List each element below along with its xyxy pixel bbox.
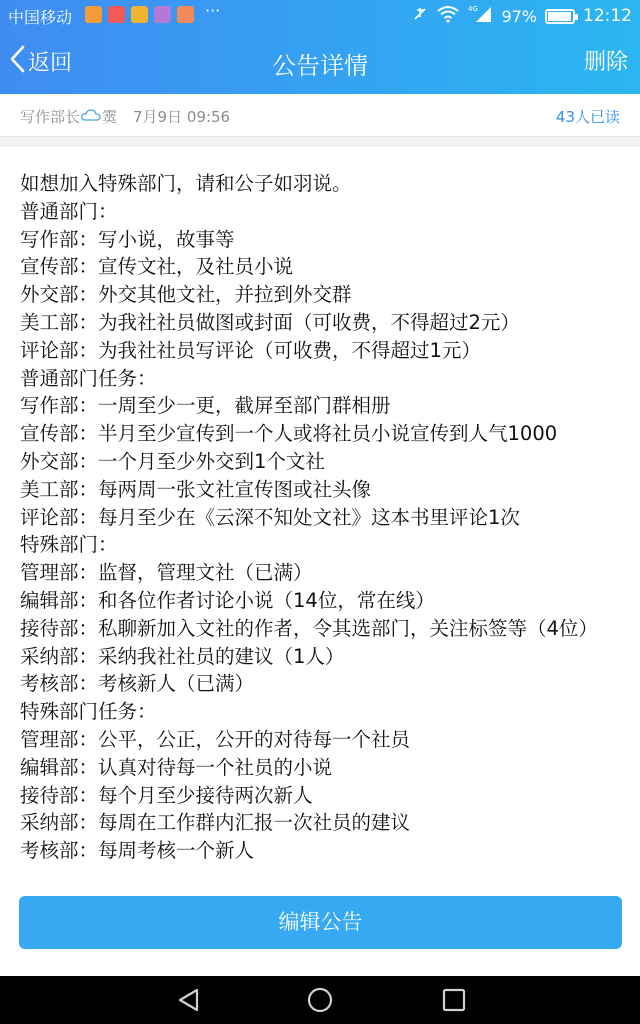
nav-bar	[0, 30, 640, 94]
announcement-line: 宣传部：半月至少宣传到一个人或将社员小说宣传到人气1000	[20, 422, 558, 446]
announcement-line: 美工部：每两周一张文社宣传图或社头像	[20, 477, 372, 501]
edit-announcement-button[interactable]: 编辑公告	[19, 896, 622, 949]
app-notif-icon-5	[177, 6, 194, 23]
post-time: 7月9日 09:56	[133, 108, 231, 126]
app-notif-icon-3	[131, 6, 148, 23]
app-notif-icon-4	[154, 6, 171, 23]
top-app-bar	[0, 0, 640, 94]
app-notif-icon-2	[108, 6, 125, 23]
mute-icon	[411, 5, 429, 27]
author	[20, 106, 117, 127]
read-count[interactable]: 43人已读	[555, 108, 620, 126]
recents-square-icon[interactable]	[440, 986, 468, 1014]
cellular-signal-icon	[467, 4, 493, 28]
clock: 12:12	[583, 6, 632, 26]
author-suffix: 霙	[102, 108, 118, 126]
announcement-line: 特殊部门：	[20, 533, 118, 557]
announcement-line: 接待部：每个月至少接待两次新人	[20, 783, 313, 807]
announcement-line: 美工部：为我社社员做图或封面（可收费，不得超过2元）	[20, 310, 520, 334]
announcement-line: 管理部：监督，管理文社（已满）	[20, 561, 313, 585]
announcement-line: 采纳部：采纳我社社员的建议（1人）	[20, 644, 345, 668]
back-label: 返回	[28, 50, 73, 76]
back-button[interactable]	[8, 44, 72, 78]
chevron-left-icon	[8, 44, 26, 78]
carrier-name: 中国移动	[8, 8, 73, 27]
announcement-line: 编辑部：认真对待每一个社员的小说	[20, 755, 333, 779]
announcement-line: 特殊部门任务：	[20, 700, 157, 724]
page-title: 公告详情	[272, 52, 368, 80]
notification-icons	[85, 6, 194, 23]
announcement-line: 考核部：每周考核一个新人	[20, 839, 255, 863]
section-divider	[0, 137, 640, 147]
author-prefix: 写作部长	[20, 108, 81, 126]
back-triangle-icon[interactable]	[175, 986, 203, 1014]
battery-percent: 97%	[501, 6, 537, 26]
delete-button[interactable]: 删除	[583, 50, 628, 75]
system-navigation-bar	[0, 976, 640, 1024]
announcement-line: 外交部：外交其他文社，并拉到外交群	[20, 283, 352, 307]
announcement-line: 采纳部：每周在工作群内汇报一次社员的建议	[20, 811, 411, 835]
announcement-line: 宣传部：宣传文社，及社员小说	[20, 255, 294, 279]
status-right	[411, 4, 632, 28]
network-badge: 4G	[468, 5, 479, 13]
announcement-line: 写作部：一周至少一更，截屏至部门群相册	[20, 394, 391, 418]
announcement-line: 考核部：考核新人（已满）	[20, 672, 255, 696]
cloud-icon	[81, 108, 101, 126]
announcement-body	[20, 170, 630, 865]
announcement-line: 外交部：一个月至少外交到1个文社	[20, 449, 325, 473]
app-notif-icon-1	[85, 6, 102, 23]
announcement-line: 接待部：私聊新加入文社的作者，令其选部门，关注标签等（4位）	[20, 616, 598, 640]
announcement-line: 管理部：公平，公正，公开的对待每一个社员	[20, 727, 411, 751]
announcement-line: 普通部门任务：	[20, 366, 157, 390]
announcement-line: 评论部：为我社社员写评论（可收费，不得超过1元）	[20, 338, 481, 362]
wifi-icon	[437, 5, 459, 27]
announcement-line: 写作部：写小说，故事等	[20, 227, 235, 251]
announcement-line: 如想加入特殊部门，请和公子如羽说。	[20, 172, 352, 195]
announcement-line: 普通部门：	[20, 199, 118, 223]
more-notifications-icon: ···	[205, 1, 221, 20]
battery-level	[548, 12, 571, 21]
home-circle-icon[interactable]	[306, 986, 334, 1014]
announcement-line: 编辑部：和各位作者讨论小说（14位，常在线）	[20, 588, 435, 612]
status-bar	[0, 0, 640, 30]
battery-icon	[545, 9, 575, 24]
announcement-meta	[0, 94, 640, 137]
announcement-line: 评论部：每月至少在《云深不知处文社》这本书里评论1次	[20, 505, 520, 529]
